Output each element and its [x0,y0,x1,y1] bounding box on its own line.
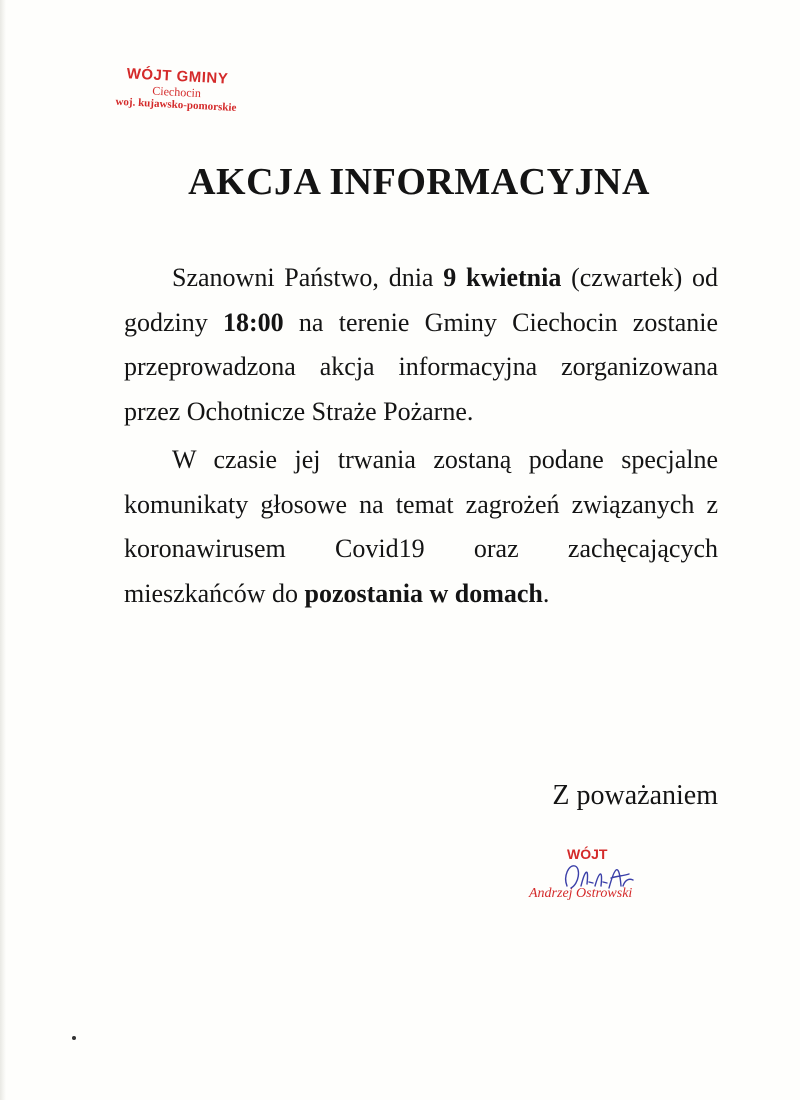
signature-stamp-name: Andrzej Ostrowski [529,886,633,901]
document-body [124,256,718,616]
p2-text-2: . [542,578,550,608]
stamp-municipality: Ciechocin [151,83,202,101]
paragraph-announcement [124,256,718,434]
scan-speck [72,1036,76,1040]
signature-stamp-title: WÓJT [567,846,608,862]
document-title: AKCJA INFORMACYJNA [188,161,650,203]
p1-text-2: (czwartek) od godziny [124,263,718,337]
stay-home-emphasis: pozostania w domach [304,578,543,608]
p1-text-3: na terenie Gminy Ciechocin zostanie przeprowadzona akcja informacyjna zorganizowana przez Ochotnicze Straże Pożarne. [124,307,718,426]
p2-text-1: W czasie jej trwania zostaną podane specjalne komunikaty głosowe na temat zagrożeń związanych z koronawirusem Covid19 oraz zachęcających mieszkańców do [124,445,718,608]
event-date: 9 kwietnia [443,263,562,292]
paragraph-details [124,438,718,616]
stamp-office-title: WÓJT GMINY [126,65,229,88]
closing-salutation: Z poważaniem [552,780,718,811]
p1-text-1: Szanowni Państwo, dnia [172,263,444,292]
handwritten-signature [559,856,639,896]
stamp-voivodeship: woj. kujawsko-pomorskie [115,95,237,115]
office-stamp [99,64,252,142]
signature-stamp [525,846,665,916]
event-time: 18:00 [223,307,284,337]
